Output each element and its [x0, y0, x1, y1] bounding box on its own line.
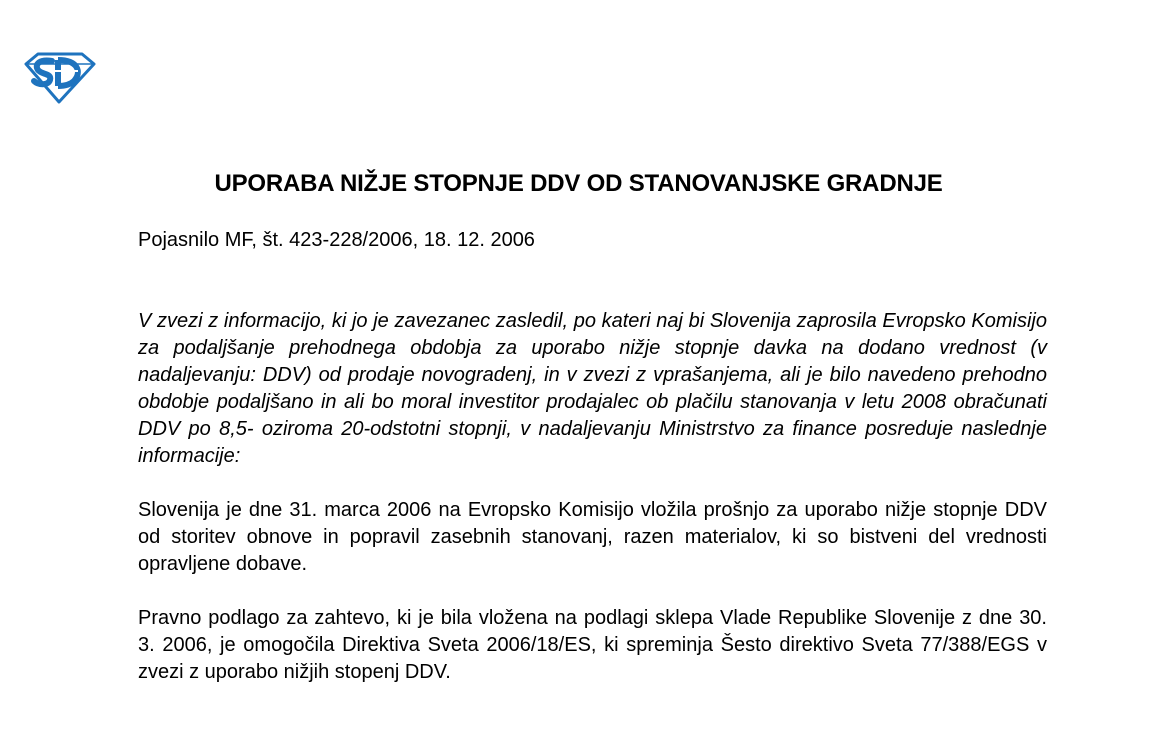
document-reference: Pojasnilo MF, št. 423-228/2006, 18. 12. 2006: [138, 229, 535, 251]
company-logo: [22, 50, 96, 104]
diamond-shield-logo-icon: [22, 50, 96, 104]
body-paragraph: Pravno podlago za zahtevo, ki je bila vložena na podlagi sklepa Vlade Republike Slovenije z dne 30. 3. 2006, je omogočila Direktiva Sveta 2006/18/ES, ki spreminja Šesto direktivo Sveta 77/388/EGS v zvezi z uporabo nižjih stopenj DDV.: [138, 607, 1047, 683]
body-paragraph: Slovenija je dne 31. marca 2006 na Evropsko Komisijo vložila prošnjo za uporabo nižje stopnje DDV od storitev obnove in popravil zasebnih stanovanj, razen materialov, ki so bistveni del vrednosti opravljene dobave.: [138, 499, 1047, 575]
document-body: [138, 308, 1047, 713]
intro-paragraph: V zvezi z informacijo, ki jo je zavezanec zasledil, po kateri naj bi Slovenija zaprosila Evropsko Komisijo za podaljšanje prehodnega obdobja za uporabo nižje stopnje davka na dodano vrednost (v nadaljevanju: DDV) od prodaje novogradenj, in v zvezi z vprašanjema, ali je bilo navedeno prehodno obdobje podaljšano in ali bo moral investitor prodajalec ob plačilu stanovanja v letu 2008 obračunati DDV po 8,5- oziroma 20-odstotni stopnji, v nadaljevanju Ministrstvo za finance posreduje naslednje informacije:: [138, 310, 1047, 467]
document-title: UPORABA NIŽJE STOPNJE DDV OD STANOVANJSKE GRADNJE: [214, 170, 943, 197]
